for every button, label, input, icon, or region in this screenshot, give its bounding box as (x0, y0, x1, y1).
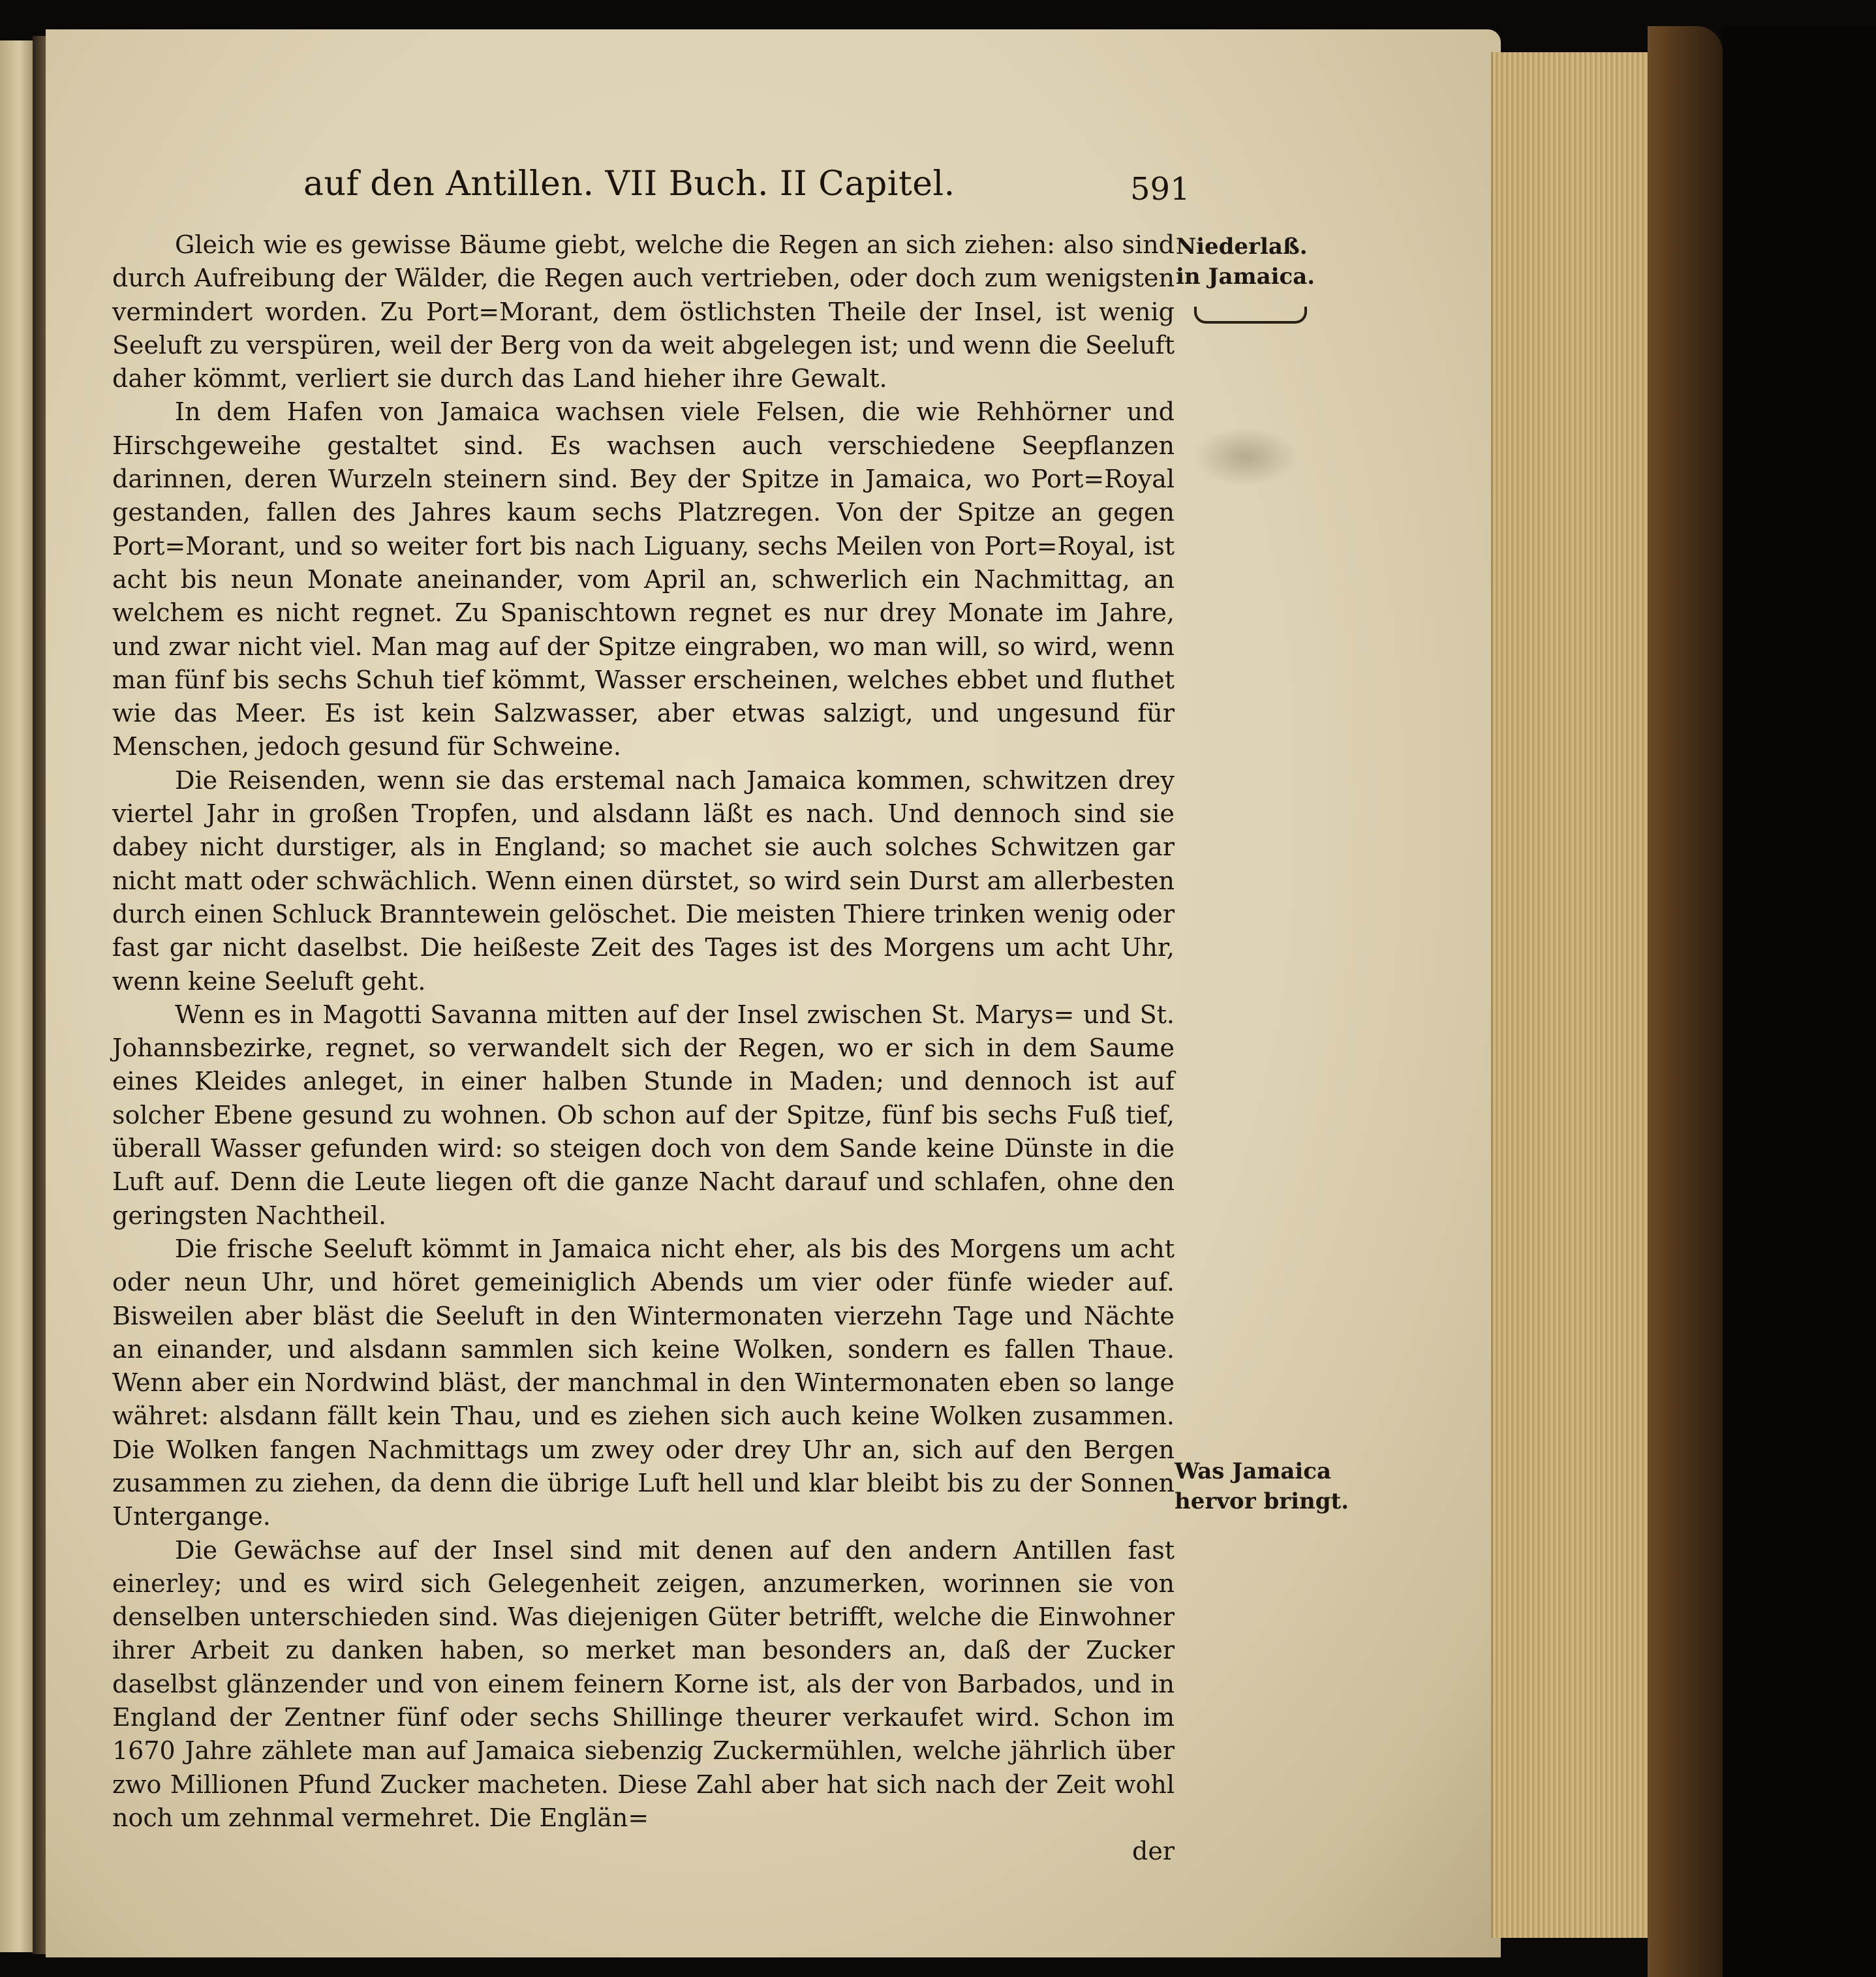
paragraph: Die frische Seeluft kömmt in Jamaica nicht eher, als bis des Morgens um acht oder neun Uhr, und höret gemeiniglich Abends um vier oder fünfe wieder auf. Bisweilen aber bläst die Seeluft in den Wintermonaten vierzehn Tage und Nächte an einander, und alsdann sammlen sich keine Wolken, sondern es fallen Thaue. Wenn aber ein Nordwind bläst, der manchmal in den Wintermonaten eben so lange währet: alsdann fällt kein Thau, und es ziehen sich auch keine Wolken zusammen. Die Wolken fangen Nachmittags um zwey oder drey Uhr an, sich auf den Bergen zusammen zu ziehen, da denn die übrige Luft hell und klar bleibt bis zu der Sonnen Untergange. (112, 1234, 1175, 1531)
background (1723, 26, 1876, 1977)
margin-note-settlement (1176, 232, 1315, 292)
margin-note-line: hervor bringt. (1175, 1488, 1349, 1514)
catchword: der (1132, 1837, 1175, 1866)
paragraph: Die Reisenden, wenn sie das erstemal nach Jamaica kommen, schwitzen drey viertel Jahr in großen Tropfen, und alsdann läßt es nach. Und dennoch sind sie dabey nicht durstiger, als in England; so machet sie auch solches Schwitzen gar nicht matt oder schwächlich. Wenn einen dürstet, so wird sein Durst am allerbesten durch einen Schluck Branntewein gelöschet. Die meisten Thiere trinken wenig oder fast gar nicht daselbst. Die heißeste Zeit des Tages ist des Morgens um acht Uhr, wenn keine Seeluft geht. (112, 765, 1175, 996)
margin-brace (1194, 307, 1307, 324)
margin-note-line: in Jamaica. (1176, 264, 1315, 290)
page-fore-edge (1491, 52, 1650, 1938)
margin-note-line: Niederlaß. (1176, 234, 1308, 260)
margin-note-line: Was Jamaica (1175, 1458, 1332, 1484)
page-number: 591 (1130, 171, 1190, 207)
body-text (112, 228, 1175, 1869)
paragraph: Gleich wie es gewisse Bäume giebt, welche die Regen an sich ziehen: also sind durch Aufreibung der Wälder, die Regen auch vertrieben, oder doch zum wenigsten vermindert worden. Zu Port=Morant, dem östlichsten Theile der Insel, ist wenig Seeluft zu verspüren, weil der Berg von da weit abgelegen ist; und wenn die Seeluft daher kömmt, verliert sie durch das Land hieher ihre Gewalt. (112, 230, 1175, 393)
paragraph: In dem Hafen von Jamaica wachsen viele Felsen, die wie Rehhörner und Hirschgeweihe gestaltet sind. Es wachsen auch verschiedene Seepflanzen darinnen, deren Wurzeln steinern sind. Bey der Spitze in Jamaica, wo Port=Royal gestanden, fallen des Jahres kaum sechs Platzregen. Von der Spitze an gegen Port=Morant, und so weiter fort bis nach Liguany, sechs Meilen von Port=Royal, ist acht bis neun Monate aneinander, vom April an, schwerlich ein Nachmittag, an welchem es nicht regnet. Zu Spanischtown regnet es nur drey Monate im Jahre, und zwar nicht viel. Man mag auf der Spitze eingraben, wo man will, so wird, wenn man fünf bis sechs Schuh tief kömmt, Wasser erscheinen, welches ebbet und fluthet wie das Meer. Es ist kein Salzwasser, aber etwas salzigt, und ungesund für Menschen, jedoch gesund für Schweine. (112, 397, 1175, 761)
paragraph: Die Gewächse auf der Insel sind mit denen auf den andern Antillen fast einerley; und es wird sich Gelegenheit zeigen, anzumerken, worinnen sie von denselben unterschieden sind. Was diejenigen Güter betrifft, welche die Einwohner ihrer Arbeit zu danken haben, so merket man besonders an, daß der Zucker daselbst glänzender und von einem feinern Korne ist, als der von Barbados, und in England der Zentner fünf oder sechs Shillinge theurer verkaufet wird. Schon im 1670 Jahre zählete man auf Jamaica siebenzig Zuckermühlen, welche jährlich über zwo Millionen Pfund Zucker macheten. Diese Zahl aber hat sich nach der Zeit wohl noch um zehnmal vermehret. Die Englän= (112, 1535, 1175, 1832)
margin-note-products (1175, 1456, 1349, 1516)
facing-page-edge (0, 40, 33, 1952)
show-through-stain (1194, 427, 1299, 486)
running-head: auf den Antillen. VII Buch. II Capitel. (303, 164, 955, 204)
book-cover-edge (1648, 26, 1723, 1977)
paragraph: Wenn es in Magotti Savanna mitten auf der Insel zwischen St. Marys= und St. Johannsbezirke, regnet, so verwandelt sich der Regen, wo er sich in dem Saume eines Kleides anleget, in einer halben Stunde in Maden; und dennoch ist auf solcher Ebene gesund zu wohnen. Ob schon auf der Spitze, fünf bis sechs Fuß tief, überall Wasser gefunden wird: so steigen doch von dem Sande keine Dünste in die Luft auf. Denn die Leute liegen oft die ganze Nacht darauf und schlafen, ohne den geringsten Nachtheil. (112, 1000, 1175, 1230)
